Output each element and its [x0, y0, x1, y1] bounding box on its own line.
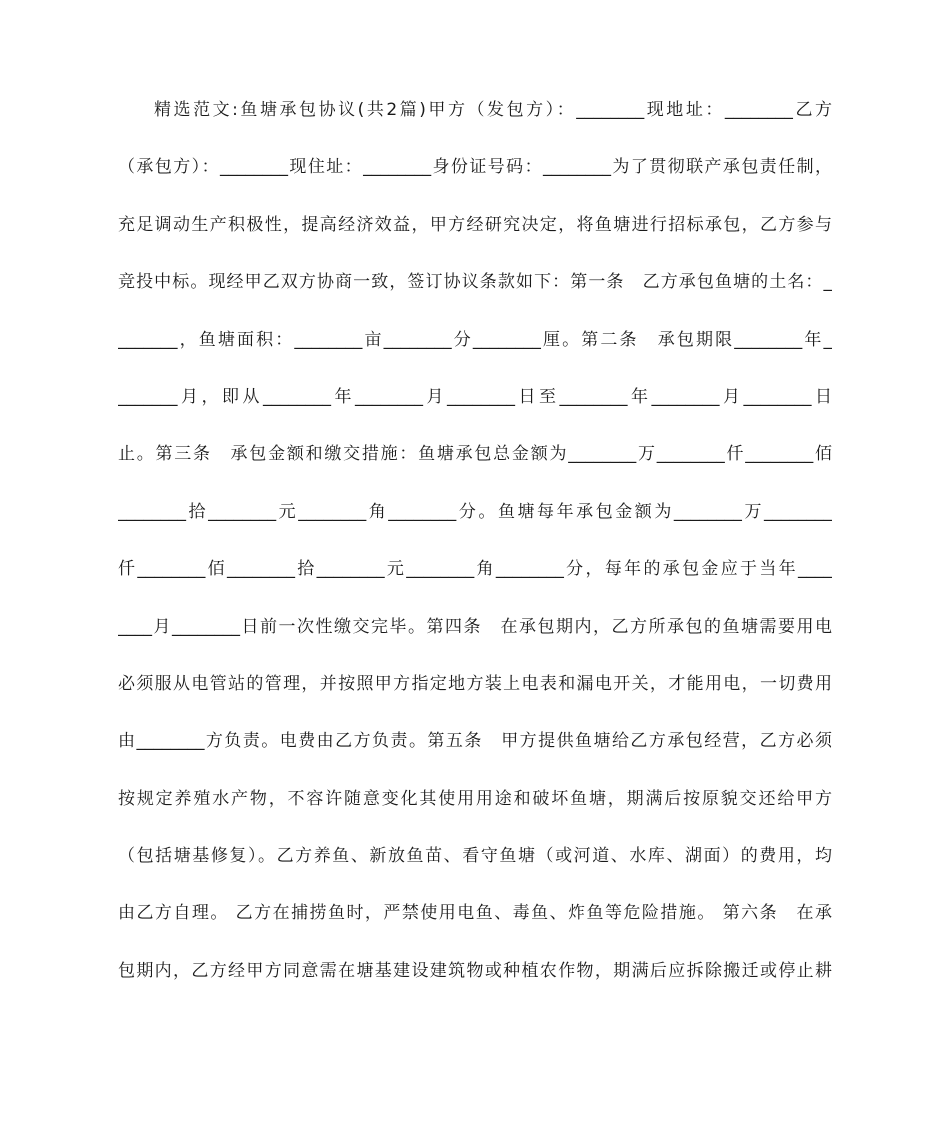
text-line: _______，鱼塘面积：________亩________分________厘。第二条 承包期限________年_	[118, 329, 832, 350]
text-line: 充足调动生产积极性，提高经济效益，甲方经研究决定，将鱼塘进行招标承包，乙方参与	[118, 214, 832, 235]
text-line: 按规定养殖水产物，不容许随意变化其使用用途和破坏鱼塘，期满后按原貌交还给甲方	[118, 788, 832, 809]
document-body	[118, 88, 832, 1006]
text-line: 精选范文:鱼塘承包协议(共2篇)甲方（发包方）：________现地址：________乙方	[154, 100, 832, 120]
text-line: ____月________日前一次性缴交完毕。第四条 在承包期内，乙方所承包的鱼塘需要用电	[118, 616, 832, 637]
text-line: 包期内，乙方经甲方同意需在塘基建设建筑物或种植农作物，期满后应拆除搬迁或停止耕	[118, 960, 832, 981]
text-line: ________拾________元________角________分。鱼塘每年承包金额为________万________	[118, 501, 832, 522]
text-line: 必须服从电管站的管理，并按照甲方指定地方装上电表和漏电开关，才能用电，一切费用	[118, 673, 832, 694]
text-line: 仟________佰________拾________元________角________分，每年的承包金应于当年____	[118, 559, 832, 580]
text-line: _______月，即从________年________月________日至________年________月________日	[118, 386, 832, 407]
text-line: （包括塘基修复）。乙方养鱼、新放鱼苗、看守鱼塘（或河道、水库、湖面）的费用，均	[118, 846, 832, 867]
text-line: （承包方）：________现住址：________身份证号码：________为了贯彻联产承包责任制，	[118, 157, 832, 178]
text-line: 由乙方自理。 乙方在捕捞鱼时，严禁使用电鱼、毒鱼、炸鱼等危险措施。 第六条 在承	[118, 903, 832, 924]
text-line: 止。第三条 承包金额和缴交措施：鱼塘承包总金额为________万________仟________佰	[118, 444, 832, 465]
text-line: 竞投中标。现经甲乙双方协商一致，签订协议条款如下：第一条 乙方承包鱼塘的土名：_	[118, 272, 832, 293]
text-line: 由________方负责。电费由乙方负责。第五条 甲方提供鱼塘给乙方承包经营，乙方必须	[118, 731, 832, 752]
